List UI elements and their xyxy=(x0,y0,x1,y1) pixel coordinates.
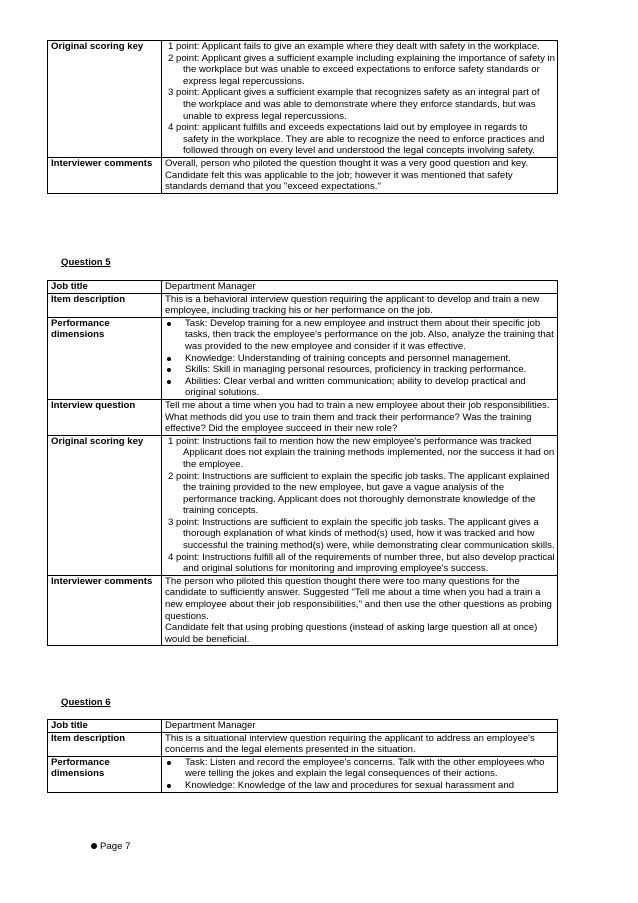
scoring-point: 3 point: Applicant gives a sufficient example that recognizes safety as an integral part of the workplace and was able to demonstrate where they enforce standards, but was unable to express legal repercussions. xyxy=(168,87,540,122)
page-footer xyxy=(91,841,130,853)
table-row xyxy=(48,157,558,193)
dimension-text: Task: Listen and record the employee's concerns. Talk with the other employees who were telling the jokes and explain the legal consequences of their actions. xyxy=(185,756,545,780)
question-6-table xyxy=(47,719,558,793)
interview-question-label: Interview question xyxy=(48,399,162,435)
dimension-text: Knowledge: Knowledge of the law and procedures for sexual harassment and xyxy=(185,779,515,791)
interviewer-comments-text: Candidate felt that using probing questions (instead of asking large question all at once) would be beneficial. xyxy=(165,622,538,645)
scoring-point: 3 point: Instructions are sufficient to explain the specific job tasks. The applicant gives a thorough explanation of what kinds of method(s) used, how it was tracked and how successful the training method(s) were, while demonstrating clear communication skills. xyxy=(168,516,555,552)
table-row xyxy=(48,293,558,317)
page-number: Page 7 xyxy=(100,841,131,852)
scoring-point: 1 point: Applicant fails to give an example where they dealt with safety in the workplace. xyxy=(168,41,540,52)
performance-dimensions-label: Performance dimensions xyxy=(48,756,162,792)
question-5-heading: Question 5 xyxy=(61,257,111,268)
table-row xyxy=(48,575,558,646)
list-item xyxy=(165,318,555,353)
job-title-label: Job title xyxy=(48,720,162,733)
question-4-table xyxy=(47,40,558,194)
item-description-label: Item description xyxy=(48,293,162,317)
scoring-point: 2 point: Instructions are sufficient to explain the specific job tasks. The applicant explained the training provided to the new employee, but gave a vague analysis of the performance tracking. Applicant does not thoroughly demonstrate knowledge of the training concepts. xyxy=(168,470,550,517)
scoring-key-label: Original scoring key xyxy=(48,41,162,158)
table-row xyxy=(48,317,558,399)
question-6-heading: Question 6 xyxy=(61,697,111,708)
bullet-icon xyxy=(167,784,171,788)
job-title-value: Department Manager xyxy=(162,720,558,733)
scoring-key-label: Original scoring key xyxy=(48,435,162,575)
question-5-table xyxy=(47,280,558,646)
dimension-text: Skills: Skill in managing personal resources, proficiency in tracking performance. xyxy=(185,364,527,376)
table-row xyxy=(48,41,558,158)
bullet-icon xyxy=(167,761,171,765)
item-description-value: This is a behavioral interview question requiring the applicant to develop and train a new employee, including tracking his or her performance on the job. xyxy=(162,293,558,317)
dimension-text: Task: Develop training for a new employee and instruct them about their specific job tasks, then track the employee's performance on the job. Also, analyze the training that was provided to the new employee and consider if it was effective. xyxy=(185,317,554,352)
scoring-point: 4 point: Instructions fulfill all of the requirements of number three, but also develop practical and original solutions for monitoring and improving employee's success. xyxy=(168,551,555,575)
interviewer-comments-text: Overall, person who piloted the question thought it was a very good question and key. Candidate felt this was applicable to the job; however it was mentioned that safety standards demand that you "exceed expectations." xyxy=(162,157,558,193)
bullet-icon xyxy=(91,843,97,849)
bullet-icon xyxy=(167,357,171,361)
list-item xyxy=(165,757,555,780)
table-row xyxy=(48,281,558,294)
interviewer-comments-text: The person who piloted this question thought there were too many questions for the candidate to sufficiently answer. Suggested "Tell me about a time when you had a train a new employee about their job responsibilities," and then use the other questions as probing questions. xyxy=(165,575,552,622)
interviewer-comments-cell xyxy=(162,575,558,646)
list-item xyxy=(165,364,555,376)
table-row xyxy=(48,720,558,733)
job-title-value: Department Manager xyxy=(162,281,558,294)
interviewer-comments-label: Interviewer comments xyxy=(48,575,162,646)
performance-dimensions-cell xyxy=(162,756,558,792)
performance-dimensions-label: Performance dimensions xyxy=(48,317,162,399)
table-row xyxy=(48,399,558,435)
dimension-text: Abilities: Clear verbal and written communication; ability to develop practical and original solutions. xyxy=(185,375,526,399)
bullet-icon xyxy=(167,368,171,372)
dimension-text: Knowledge: Understanding of training concepts and personnel management. xyxy=(185,352,511,364)
performance-dimensions-cell xyxy=(162,317,558,399)
item-description-value: This is a situational interview question requiring the applicant to address an employee's concerns and the legal elements presented in the situation. xyxy=(162,732,558,756)
list-item xyxy=(165,376,555,399)
table-row xyxy=(48,435,558,575)
list-item xyxy=(165,780,555,792)
scoring-key-cell xyxy=(162,41,558,158)
scoring-point: 1 point: Instructions fail to mention how the new employee's performance was tracked Applicant does not explain the training methods implemented, nor the success it had on the employee. xyxy=(168,435,555,470)
item-description-label: Item description xyxy=(48,732,162,756)
scoring-point: 4 point: applicant fulfills and exceeds expectations laid out by employee in regards to safety in the workplace. They are able to recognize the need to enforce practices and followed through on every level and understood the legal concepts involving safety. xyxy=(168,122,545,157)
bullet-icon xyxy=(167,322,171,326)
interview-question-value: Tell me about a time when you had to train a new employee about their job responsibilities. What methods did you use to train them and track their performance? Was the training effective? Did the employee succeed in their new role? xyxy=(162,399,558,435)
bullet-icon xyxy=(167,380,171,384)
list-item xyxy=(165,353,555,365)
job-title-label: Job title xyxy=(48,281,162,294)
scoring-point: 2 point: Applicant gives a sufficient example including explaining the importance of safety in the workplace but was unable to exceed expectations to enforce safety standards or express legal repercussions. xyxy=(168,52,556,87)
table-row xyxy=(48,732,558,756)
table-row xyxy=(48,756,558,792)
scoring-key-cell xyxy=(162,435,558,575)
interviewer-comments-label: Interviewer comments xyxy=(48,157,162,193)
